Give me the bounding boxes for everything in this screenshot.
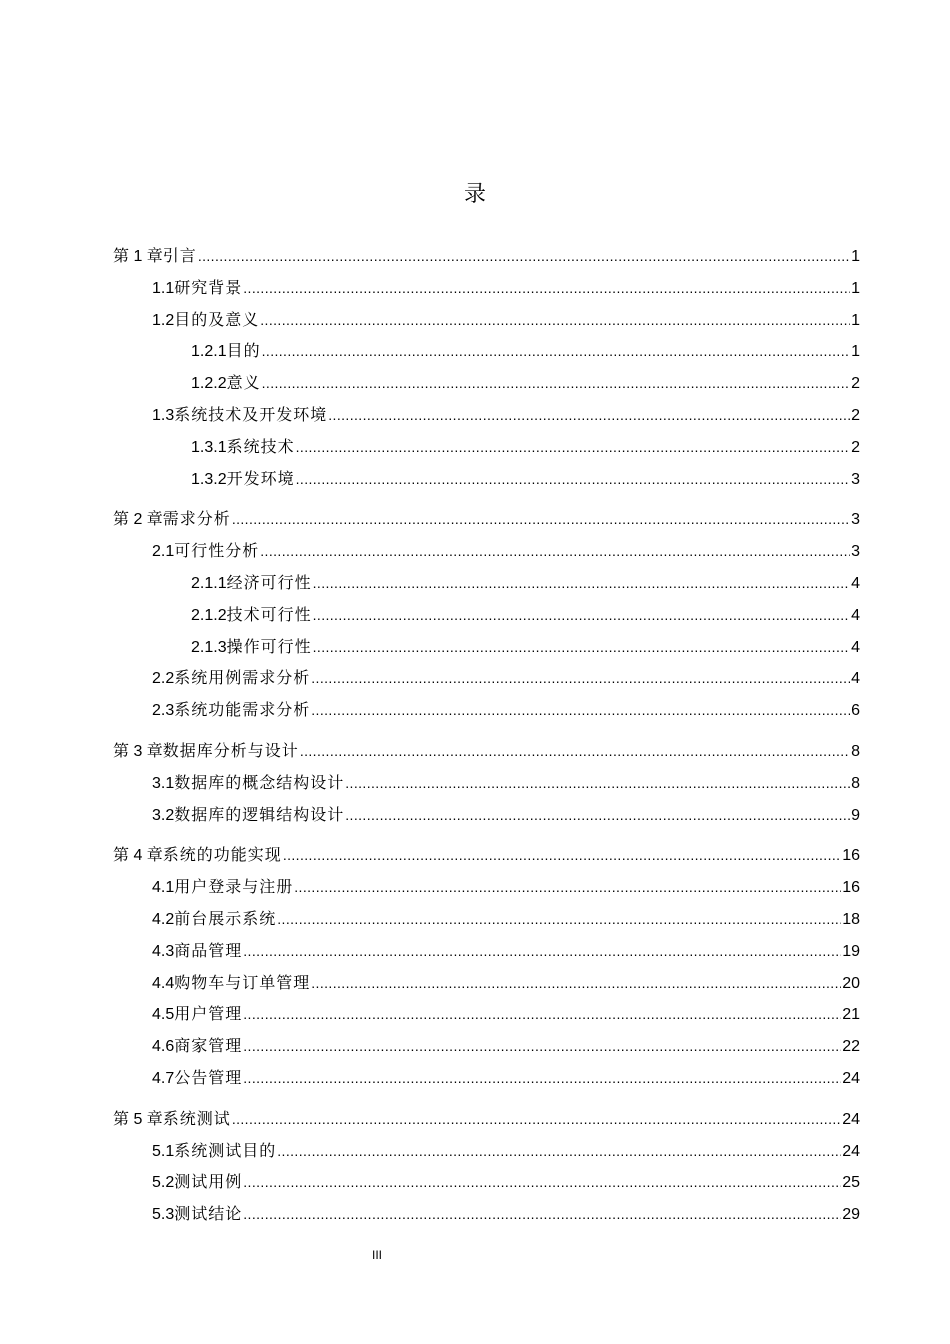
toc-entry[interactable] <box>113 307 860 339</box>
toc-entry-page: 4 <box>851 638 860 656</box>
toc-entry-page: 29 <box>842 1206 860 1224</box>
toc-entry-page: 19 <box>842 942 860 960</box>
toc-entry-title: 操作可行性 <box>226 636 312 656</box>
toc-dot-leader <box>277 1143 841 1159</box>
toc-entry-title: 系统技术及开发环境 <box>174 404 328 424</box>
toc-entry-number: 1.3 <box>152 406 175 424</box>
toc-dot-leader <box>311 702 850 718</box>
toc-title: 录 <box>463 182 486 207</box>
toc-dot-leader <box>232 1111 841 1127</box>
toc-entry-page: 8 <box>851 774 860 792</box>
toc-entry[interactable] <box>113 402 860 434</box>
toc-dot-leader <box>283 847 841 863</box>
toc-entry-number: 5.1 <box>152 1142 175 1160</box>
toc-entry[interactable] <box>113 466 860 498</box>
toc-entry[interactable] <box>113 434 860 466</box>
toc-entry-page: 4 <box>851 606 860 624</box>
toc-entry-title: 测试结论 <box>174 1204 243 1224</box>
toc-dot-leader <box>313 639 850 655</box>
page-number: III <box>371 1248 382 1262</box>
toc-entry-title: 系统的功能实现 <box>162 845 282 865</box>
toc-entry-title: 系统测试 <box>162 1108 231 1128</box>
toc-entry-page: 3 <box>851 511 860 529</box>
toc-entry[interactable] <box>113 634 860 666</box>
toc-entry[interactable] <box>113 874 860 906</box>
toc-dot-leader <box>243 1038 841 1054</box>
toc-entry-page: 21 <box>842 1006 860 1024</box>
toc-dot-leader <box>232 511 850 527</box>
toc-entry-page: 8 <box>851 742 860 760</box>
toc-entry[interactable] <box>113 1169 860 1201</box>
toc-entry-title: 系统技术 <box>226 436 295 456</box>
toc-entry-title: 引言 <box>162 246 197 265</box>
toc-entry-number: 1.2.2 <box>191 375 227 393</box>
toc-entry-number: 第 3 章 <box>113 742 163 760</box>
toc-entry[interactable] <box>113 938 860 970</box>
toc-entry-number: 1.2.1 <box>191 343 227 361</box>
toc-entry-number: 第 4 章 <box>113 847 163 865</box>
toc-entry-title: 研究背景 <box>174 277 243 297</box>
toc-entry-page: 16 <box>842 879 860 897</box>
toc-entry-title: 购物车与订单管理 <box>174 972 311 992</box>
toc-entry-page: 1 <box>851 248 860 265</box>
toc-dot-leader <box>260 312 850 328</box>
toc-entry-number: 4.7 <box>152 1069 175 1087</box>
toc-entry-title: 数据库分析与设计 <box>162 740 299 760</box>
toc-entry[interactable] <box>113 1201 860 1233</box>
toc-entry-page: 3 <box>851 543 860 561</box>
toc-entry-title: 系统测试目的 <box>174 1140 277 1160</box>
toc-entry-number: 2.3 <box>152 702 175 720</box>
toc-entry-number: 4.5 <box>152 1006 175 1024</box>
toc-entry[interactable] <box>113 506 860 538</box>
toc-entry-number: 4.4 <box>152 974 175 992</box>
toc-dot-leader <box>262 375 850 391</box>
toc-entry-title: 经济可行性 <box>226 572 312 592</box>
toc-entry-number: 1.1 <box>152 279 175 297</box>
toc-entry-title: 商家管理 <box>174 1036 243 1056</box>
toc-entry[interactable] <box>113 275 860 307</box>
toc-entry-number: 5.3 <box>152 1206 175 1224</box>
toc-dot-leader <box>243 943 841 959</box>
toc-dot-leader <box>198 248 850 264</box>
toc-entry-title: 目的 <box>226 341 261 361</box>
toc-dot-leader <box>311 975 841 991</box>
toc-dot-leader <box>345 775 850 791</box>
toc-dot-leader <box>243 1206 841 1222</box>
toc-entry-title: 意义 <box>226 373 261 393</box>
toc-entry[interactable] <box>113 1106 860 1138</box>
toc-entry-title: 开发环境 <box>226 468 295 488</box>
toc-entry-number: 5.2 <box>152 1174 175 1192</box>
toc-entry-page: 1 <box>851 343 860 361</box>
toc-entry-page: 2 <box>851 438 860 456</box>
toc-entry[interactable] <box>113 602 860 634</box>
toc-entry[interactable] <box>113 697 860 729</box>
toc-entry-number: 2.1.1 <box>191 574 227 592</box>
toc-entry-number: 4.6 <box>152 1038 175 1056</box>
table-of-contents <box>113 243 860 1233</box>
toc-entry-page: 1 <box>851 279 860 297</box>
toc-entry-page: 24 <box>842 1069 860 1087</box>
toc-dot-leader <box>243 280 850 296</box>
toc-entry[interactable] <box>113 1001 860 1033</box>
toc-entry-page: 6 <box>851 702 860 720</box>
toc-dot-leader <box>260 543 850 559</box>
toc-entry-page: 22 <box>842 1038 860 1056</box>
toc-entry-number: 第 2 章 <box>113 511 163 529</box>
toc-entry[interactable] <box>113 1033 860 1065</box>
toc-entry-number: 2.2 <box>152 670 175 688</box>
toc-dot-leader <box>300 743 850 759</box>
toc-entry-title: 数据库的概念结构设计 <box>174 772 345 792</box>
toc-entry-title: 目的及意义 <box>174 309 260 329</box>
toc-entry-page: 24 <box>842 1110 860 1128</box>
toc-entry-number: 第 1 章 <box>113 248 163 265</box>
toc-entry-title: 用户管理 <box>174 1004 243 1024</box>
toc-entry-number: 1.3.1 <box>191 438 227 456</box>
toc-entry-page: 20 <box>842 974 860 992</box>
toc-entry[interactable] <box>113 1065 860 1097</box>
toc-entry-page: 2 <box>851 375 860 393</box>
toc-dot-leader <box>296 439 850 455</box>
toc-entry[interactable] <box>113 570 860 602</box>
toc-entry-title: 系统功能需求分析 <box>174 700 311 720</box>
toc-entry-title: 用户登录与注册 <box>174 877 294 897</box>
toc-entry-number: 2.1.3 <box>191 638 227 656</box>
toc-entry-number: 4.3 <box>152 942 175 960</box>
toc-entry-title: 前台展示系统 <box>174 908 277 928</box>
toc-entry[interactable] <box>113 770 860 802</box>
toc-entry[interactable] <box>113 906 860 938</box>
toc-entry-title: 公告管理 <box>174 1067 243 1087</box>
toc-entry[interactable] <box>113 802 860 834</box>
toc-entry-number: 1.3.2 <box>191 470 227 488</box>
toc-entry-page: 25 <box>842 1174 860 1192</box>
toc-dot-leader <box>243 1070 841 1086</box>
toc-entry-page: 9 <box>851 806 860 824</box>
toc-entry-page: 18 <box>842 910 860 928</box>
toc-entry-page: 1 <box>851 311 860 329</box>
toc-entry-number: 3.1 <box>152 774 175 792</box>
toc-dot-leader <box>311 670 850 686</box>
toc-entry-title: 数据库的逻辑结构设计 <box>174 804 345 824</box>
toc-entry-title: 需求分析 <box>162 509 231 529</box>
toc-entry-page: 4 <box>851 670 860 688</box>
toc-entry-page: 2 <box>851 406 860 424</box>
toc-entry[interactable] <box>113 370 860 402</box>
toc-entry[interactable] <box>113 243 860 275</box>
toc-entry-page: 4 <box>851 574 860 592</box>
toc-entry-page: 24 <box>842 1142 860 1160</box>
toc-dot-leader <box>345 807 850 823</box>
toc-entry-title: 技术可行性 <box>226 604 312 624</box>
toc-entry[interactable] <box>113 842 860 874</box>
toc-entry-number: 3.2 <box>152 806 175 824</box>
toc-entry-number: 第 5 章 <box>113 1110 163 1128</box>
toc-entry[interactable] <box>113 538 860 570</box>
toc-dot-leader <box>243 1174 841 1190</box>
toc-entry[interactable] <box>113 338 860 370</box>
toc-entry-number: 1.2 <box>152 311 175 329</box>
toc-entry-title: 系统用例需求分析 <box>174 668 311 688</box>
toc-entry-title: 可行性分析 <box>174 541 260 561</box>
toc-entry-page: 16 <box>842 847 860 865</box>
toc-entry[interactable] <box>113 1138 860 1170</box>
toc-dot-leader <box>328 407 850 423</box>
toc-dot-leader <box>277 911 841 927</box>
toc-entry-title: 测试用例 <box>174 1172 243 1192</box>
toc-dot-leader <box>262 343 850 359</box>
toc-entry[interactable] <box>113 738 860 770</box>
toc-entry[interactable] <box>113 665 860 697</box>
toc-entry-number: 2.1 <box>152 543 175 561</box>
toc-entry-number: 4.1 <box>152 879 175 897</box>
toc-dot-leader <box>296 471 850 487</box>
toc-dot-leader <box>294 879 841 895</box>
toc-entry-title: 商品管理 <box>174 940 243 960</box>
toc-dot-leader <box>313 575 850 591</box>
toc-entry-number: 4.2 <box>152 910 175 928</box>
toc-entry[interactable] <box>113 970 860 1002</box>
toc-entry-page: 3 <box>851 470 860 488</box>
toc-dot-leader <box>313 607 850 623</box>
toc-entry-number: 2.1.2 <box>191 606 227 624</box>
toc-dot-leader <box>243 1006 841 1022</box>
